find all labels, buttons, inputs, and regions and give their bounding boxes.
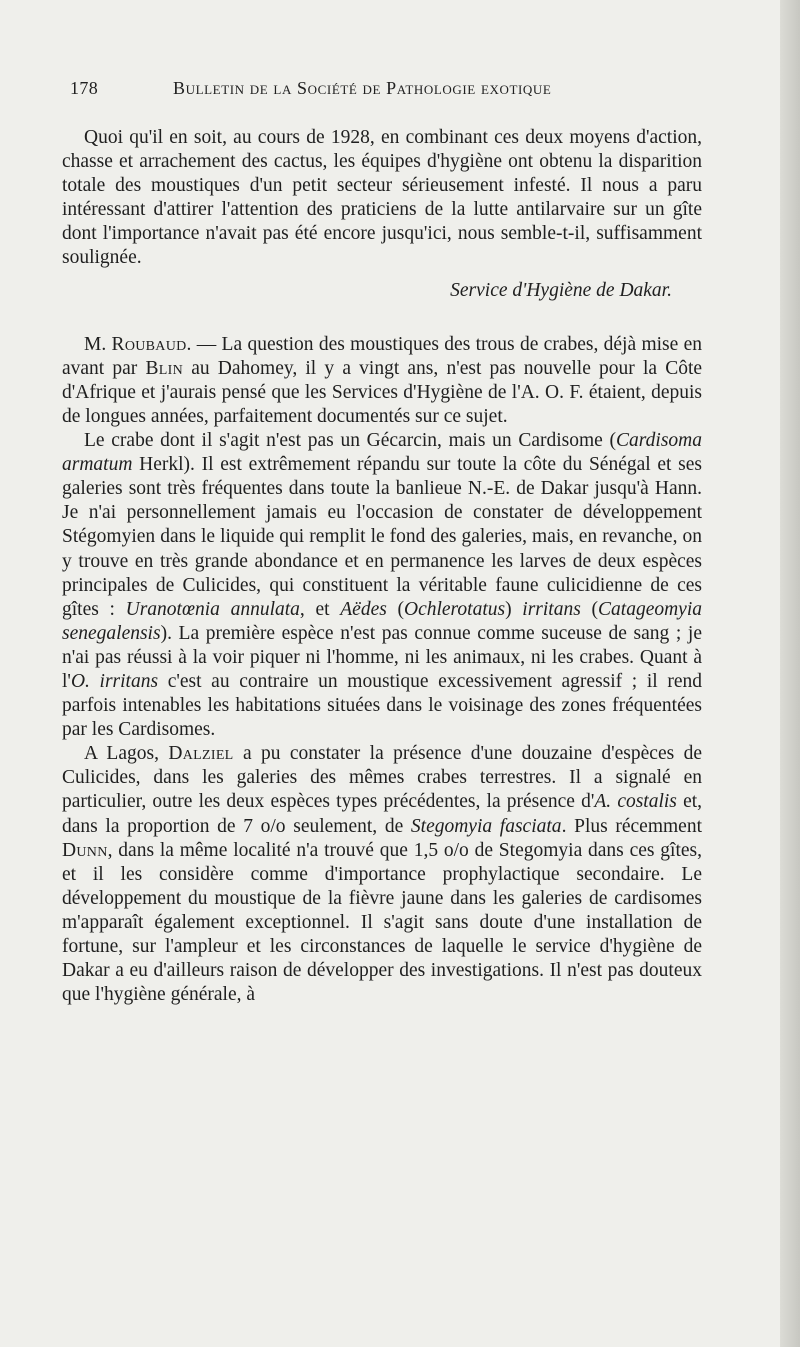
page-header [70,78,710,108]
text-run: au Dahomey, il y a vingt ans, n'est pas nouvelle pour la Côte d'Afrique et j'aurais pensé que les Services d'Hygiène de l'A. O. F. étaient, depuis de longues années, parfaitement documentés sur ce sujet. [62,357,703,427]
signature: Service d'Hygiène de Dakar. [450,279,672,301]
text-run: a pu constater la présence d'une douzaine d'espèces de Culicides, dans les galeries des mêmes crabes terrestres. Il a signalé en particulier, outre les deux espèces types précédentes, la présence d' [62,743,702,813]
text-run: et, dans la proportion de 7 o/o seulement, de [62,791,703,837]
species-name: Catageomyia senegalensis [62,598,702,644]
text-run: M. [84,333,107,355]
page-edge [780,0,800,1347]
species-name: O. irritans [70,670,159,692]
text-run: ( [591,598,599,620]
species-name: irritans [522,598,581,620]
author-name: Roubaud [111,333,187,355]
paragraph-3 [62,429,702,742]
species-name: Aëdes [340,598,387,620]
species-name: Uranotœnia annulata [125,598,300,620]
text-run: , dans la même localité n'a trouvé que 1,5 o/o de Stegomyia dans ces gîtes, et il les considère comme d'importance prophylactique secondaire. Le développement du moustique de la fièvre jaune dans les galeries de cardisomes m'apparaît également exceptionnel. Il s'agit sans doute d'une installation de fortune, sur l'ampleur et les circonstances de laquelle le service d'hygiène de Dakar a eu d'ailleurs raison de développer des investigations. Il n'est pas douteux que l'hygiène générale, à [62,839,702,1006]
text-run: . Plus récemment [561,815,702,837]
text-run: ). La première espèce n'est pas connue comme suceuse de sang ; je n'ai pas réussi à la voir piquer ni l'homme, ni les animaux, ni les crabes. Quant à l' [62,622,702,692]
text-run: , et [299,598,330,620]
text-run: Herkl). Il est extrêmement répandu sur toute la côte du Sénégal et ses galeries sont très fréquentes dans toute la banlieue N.-E. de Dakar jusqu'à Hann. Je n'ai personnellement jamais eu l'occasion de constater de développement Stégomyien dans le liquide qui remplit le fond des galeries, mais, en revanche, on y trouve en très grande abondance et en permanence les larves de deux espèces principales de Culicides, qui constituent la véritable faune culicidienne de ces gîtes : [62,454,702,620]
paragraph-2 [62,333,702,429]
species-name: Stegomyia fasciata [410,815,562,837]
species-name: Ochlerotatus [404,598,506,620]
paragraph-4 [62,742,702,1007]
text-run: c'est au contraire un moustique excessivement agressif ; il rend parfois intenables les habitations situées dans le voisinage des zones fréquentées par les Cardisomes. [62,670,702,741]
species-name: Cardisoma armatum [62,430,702,476]
author-name: Dalziel [168,743,234,765]
running-head: Bulletin de la Société de Pathologie exotique [173,78,552,98]
author-name: Blin [145,357,184,379]
text-run: Le crabe dont il s'agit n'est pas un Gécarcin, mais un Cardisome ( [84,430,617,452]
body-text [62,126,702,1007]
text-run: ) [505,598,512,620]
author-name: Dunn [62,839,108,861]
page-number: 178 [70,78,99,98]
species-name: A. costalis [594,791,677,813]
paragraph-1: Quoi qu'il en soit, au cours de 1928, en combinant ces deux moyens d'action, chasse et arrachement des cactus, les équipes d'hygiène ont obtenu la disparition totale des moustiques d'un petit secteur sérieusement infesté. Il nous a paru intéressant d'attirer l'attention des praticiens de la lutte antilarvaire sur un gîte dont l'importance n'avait pas été encore jusqu'ici, nous semble-t-il, suffisamment soulignée. [62,127,702,269]
text-run: A Lagos, [84,743,159,765]
text-run: . — La question des moustiques des trous de crabes, déjà mise en avant par [62,333,703,379]
text-run: ( [397,598,404,620]
